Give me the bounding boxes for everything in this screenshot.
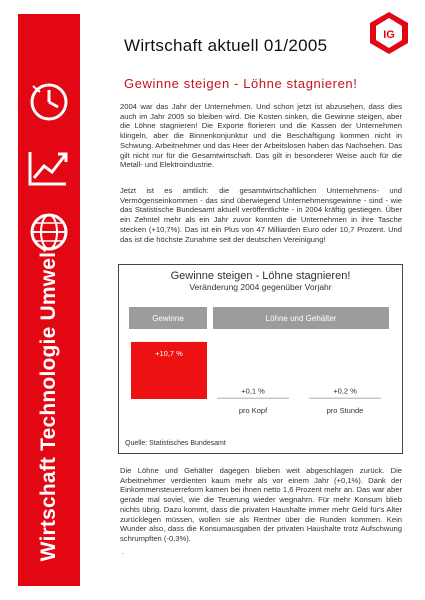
chart-category-label: pro Kopf <box>238 406 268 415</box>
chart-data-label: +10,7 % <box>155 348 183 358</box>
clock-icon <box>18 80 80 124</box>
chart-data-label: +0,2 % <box>333 386 357 396</box>
chart-column-header: Löhne und Gehälter <box>265 314 337 323</box>
sidebar <box>18 14 80 586</box>
paragraph-statistics: Jetzt ist es amtlich: die gesamtwirtschaftlichen Unternehmens- und Vermögenseinkommen - das sind überwiegend Unternehmensgewinne - sind - wie das Statistische Bundesamt aktuell veröffentlichte - in 2004 kräftig gestiegen. Über ein Zehntel mehr als ein Jahr zuvor konnten die Unternehmen in ihre Tasche stecken (+10,7%). Das ist ein Plus von 47 Milliarden Euro oder 10,7 Prozent. Und das ist die höchste Zunahme seit der deutschen Vereinigung! <box>120 186 402 244</box>
svg-text:IG: IG <box>383 29 395 41</box>
page-subtitle: Gewinne steigen - Löhne stagnieren! <box>124 76 358 91</box>
footer-mark: . <box>122 549 124 556</box>
paragraph-intro: 2004 war das Jahr der Unternehmen. Und schon jetzt ist abzusehen, dass dies auch im Jahr 2005 so bleiben wird. Die Kosten sinken, die Gewinne steigen, aber die Löhne stagnieren! Die Exporte florieren und die Kassen der Unternehmen klingeln, aber die Binnenkonjunktur und die Beschäftigung kommen nicht in Schwung. Arbeitnehmer und das Heer der Arbeitslosen haben das Nachsehen. Das gilt nicht nur für die Gesamtwirtschaft. Das gilt in besonderer Weise auch für die Metall- und Elektroindustrie. <box>120 102 402 170</box>
ig-metall-logo-icon <box>368 10 410 56</box>
chart-title: Gewinne steigen - Löhne stagnieren! <box>170 270 351 282</box>
chart-data-label: +0,1 % <box>241 386 265 396</box>
chart-column-header: Gewinne <box>152 314 184 323</box>
chart-bar <box>217 398 289 400</box>
paragraph-wages: Die Löhne und Gehälter dagegen blieben weit abgeschlagen zurück. Die Arbeitnehmer verdienten kaum mehr als vor einem Jahr (+0,1%). Dank der Einkommensteuerreform kamen bei ihnen netto 1,6 Prozent mehr an. Das war aber gerade mal soviel, wie die Teuerung wieder wegnahm. Für mehr Konsum blieb nichts übrig. Dazu kommt, dass die privaten Haushalte immer mehr Geld für's Alter zurücklegen müssen, wollen sie als Rentner über die Runden kommen. Kein Wunder also, dass die Konsumausgaben der privaten Haushalte trotz Aufschwung schrumpften (-0,3%). <box>120 466 402 543</box>
sidebar-vertical-text: Wirtschaft Technologie Umwelt <box>37 244 60 562</box>
chart-subtitle: Veränderung 2004 gegenüber Vorjahr <box>189 282 332 292</box>
chart-plot <box>119 265 402 453</box>
chart-category-label: pro Stunde <box>326 406 364 415</box>
chart-source: Quelle: Statistisches Bundesamt <box>125 440 226 447</box>
chart-bar <box>309 398 381 400</box>
chart <box>118 264 403 454</box>
chart-arrow-icon <box>18 146 80 188</box>
page-title: Wirtschaft aktuell 01/2005 <box>124 36 328 55</box>
